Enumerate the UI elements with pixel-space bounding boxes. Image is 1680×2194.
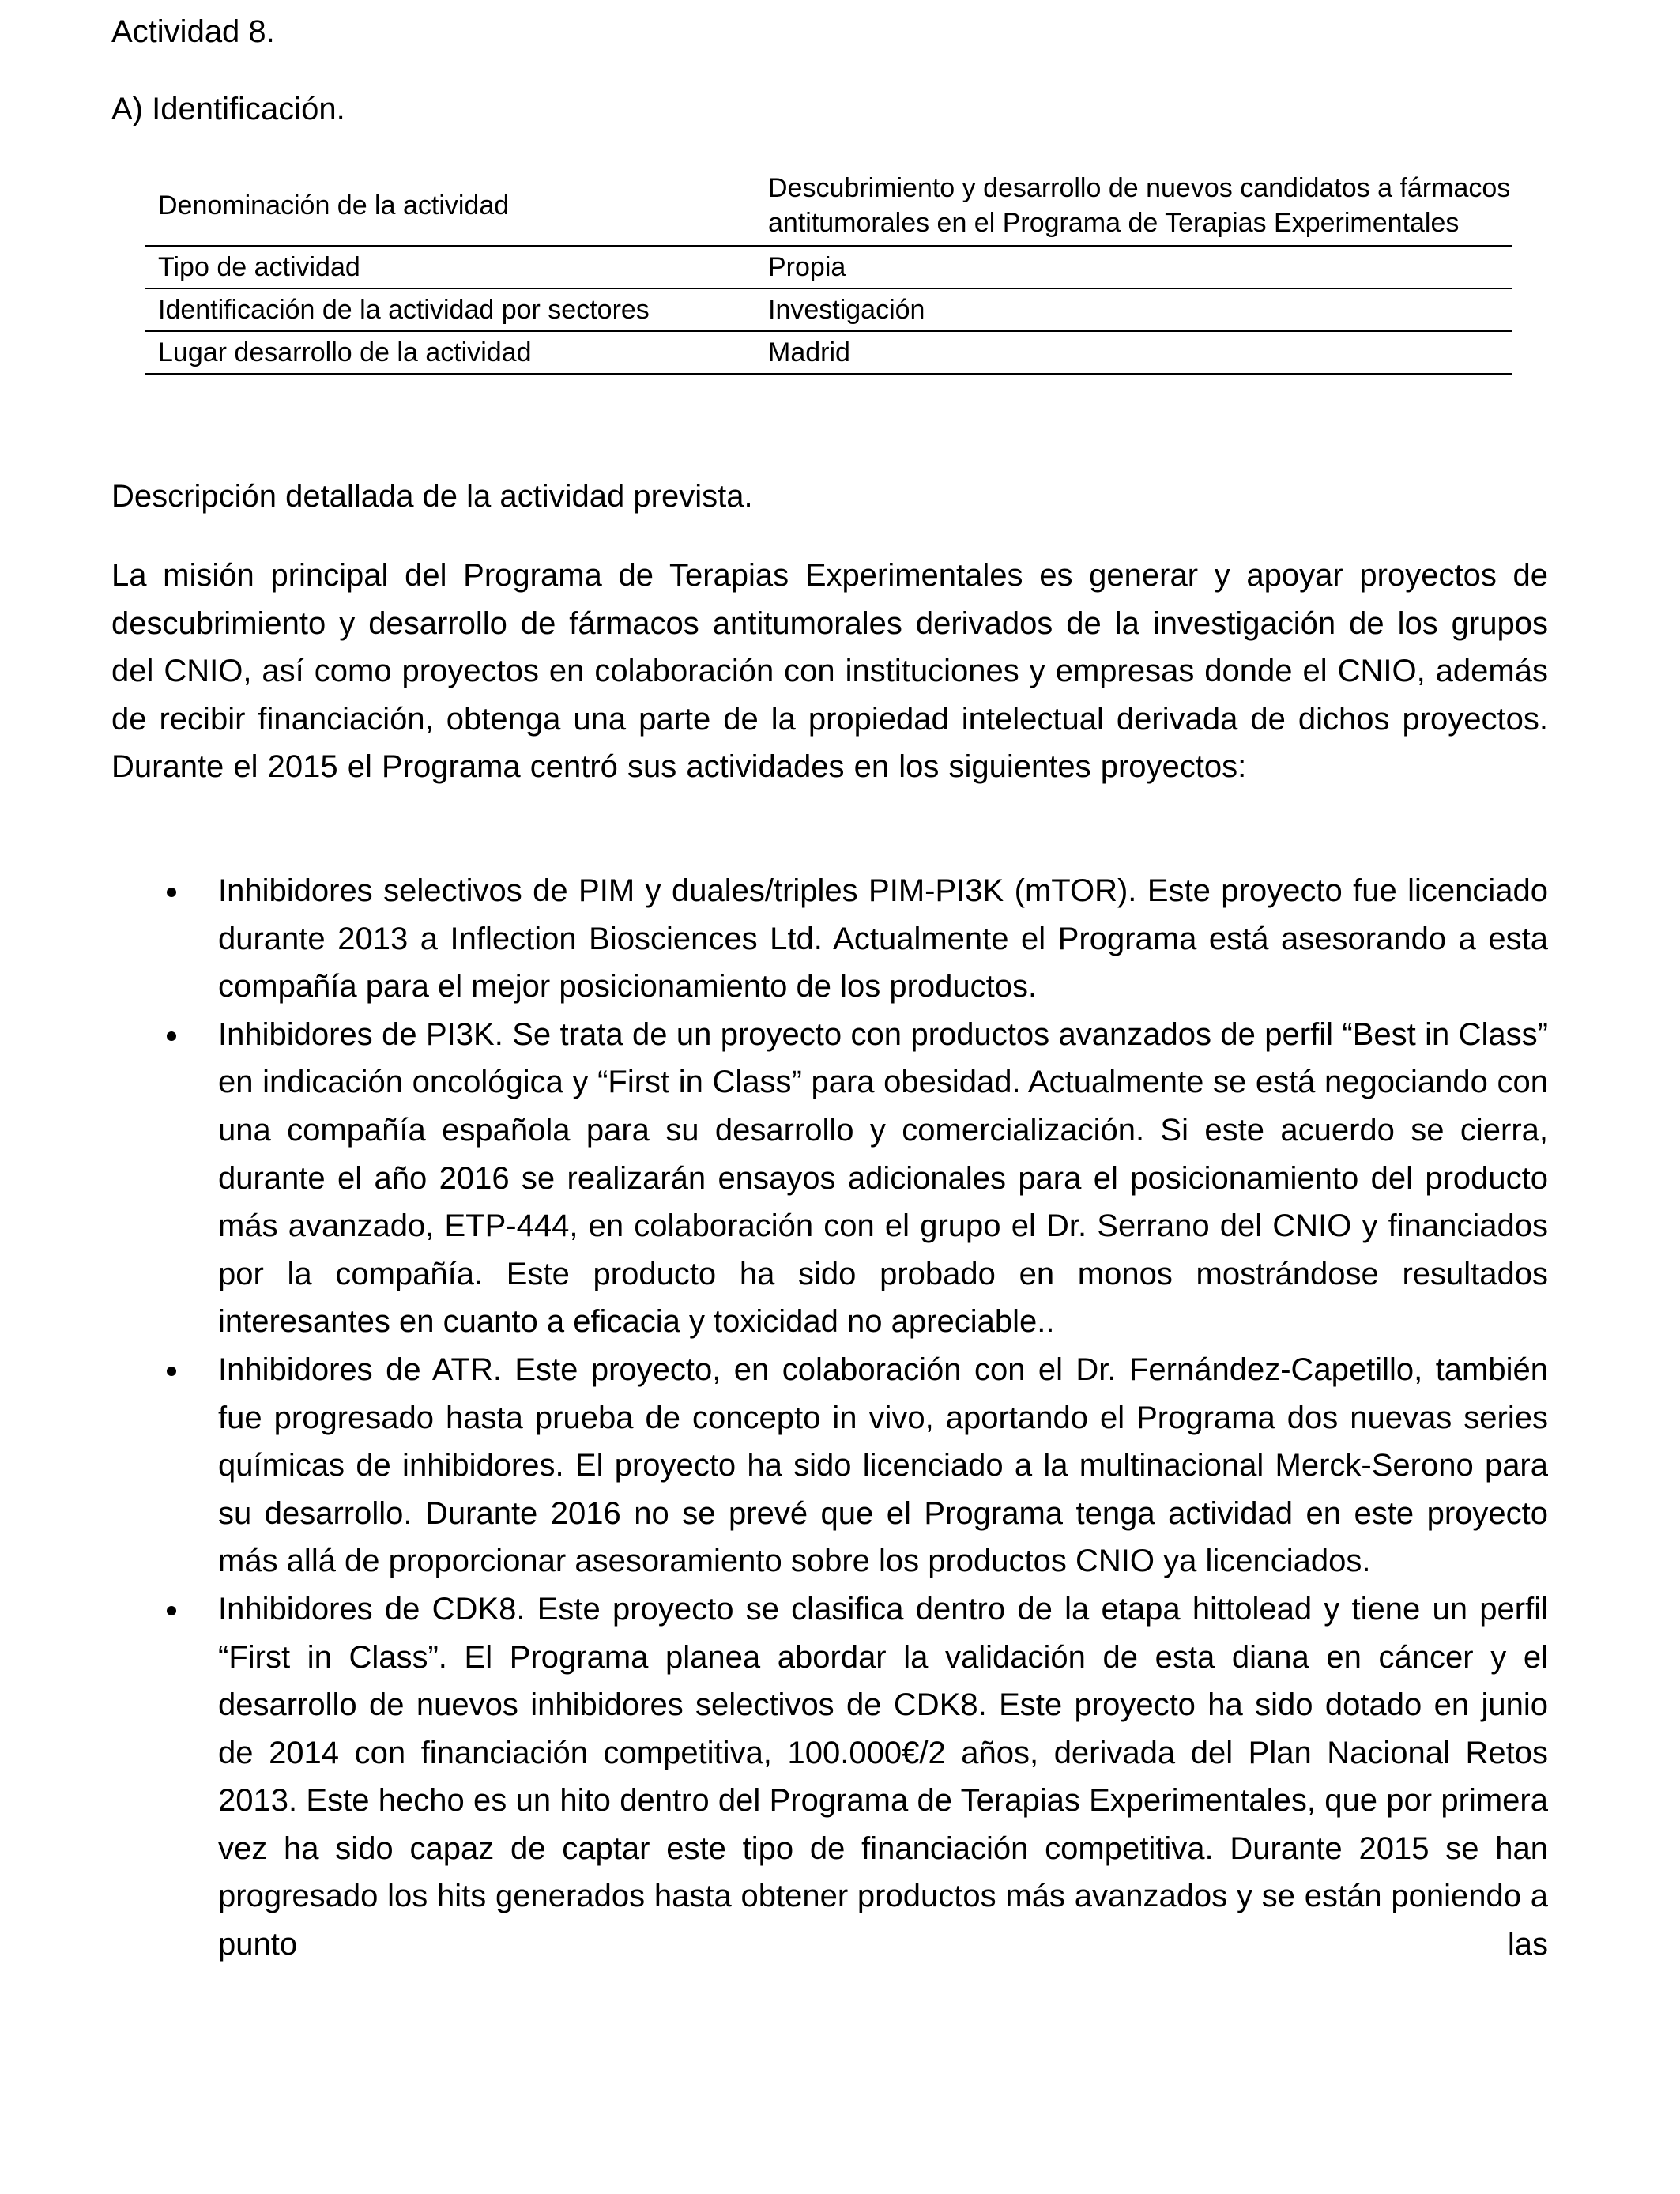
activity-title: Actividad 8. (111, 14, 275, 49)
table-cell-label: Identificación de la actividad por sectores (145, 288, 759, 331)
table-cell-value: Investigación (759, 288, 1512, 331)
bullet-icon (167, 888, 176, 897)
projects-list (111, 867, 1548, 1969)
table-cell-label: Lugar desarrollo de la actividad (145, 331, 759, 374)
list-item-text: Inhibidores selectivos de PIM y duales/triples PIM-PI3K (mTOR). Este proyecto fue licenciado durante 2013 a Inflection Biosciences Ltd. Actualmente el Programa está asesorando a esta compañía para el mejor posicionamiento de los productos. (218, 873, 1548, 1005)
table-cell-value: Propia (759, 246, 1512, 288)
table-cell-value: Madrid (759, 331, 1512, 374)
list-item-text: Inhibidores de ATR. Este proyecto, en colaboración con el Dr. Fernández-Capetillo, también fue progresado hasta prueba de concepto in vivo, aportando el Programa dos nuevas series químicas de inhibidores. El proyecto ha sido licenciado a la multinacional Merck-Serono para su desarrollo. Durante 2016 no se prevé que el Programa tenga actividad en este proyecto más allá de proporcionar asesoramiento sobre los productos CNIO ya licenciados. (218, 1351, 1548, 1579)
list-item (111, 867, 1548, 1011)
list-item (111, 1585, 1548, 1969)
table-row (145, 168, 1512, 246)
list-item (111, 1011, 1548, 1346)
table-cell-label: Denominación de la actividad (158, 190, 510, 221)
bullet-icon (167, 1367, 176, 1376)
description-title: Descripción detallada de la actividad prevista. (111, 479, 753, 514)
table-row (145, 331, 1512, 374)
identification-table (145, 168, 1512, 375)
bullet-icon (167, 1606, 176, 1615)
table-row (145, 246, 1512, 288)
list-item (111, 1346, 1548, 1585)
list-item-text: Inhibidores de PI3K. Se trata de un proyecto con productos avanzados de perfil “Best in Class” en indicación oncológica y “First in Class” para obesidad. Actualmente se está negociando con una compañía española para su desarrollo y comercialización. Si este acuerdo se cierra, durante el año 2016 se realizarán ensayos adicionales para el posicionamiento del producto más avanzado, ETP-444, en colaboración con el grupo el Dr. Serrano del CNIO y financiados por la compañía. Este producto ha sido probado en monos mostrándose resultados interesantes en cuanto a eficacia y toxicidad no apreciable.. (218, 1016, 1548, 1340)
bullet-icon (167, 1031, 176, 1041)
table-row (145, 288, 1512, 331)
section-identification-title: A) Identificación. (111, 92, 345, 126)
table-cell-label: Tipo de actividad (145, 246, 759, 288)
intro-paragraph: La misión principal del Programa de Terapias Experimentales es generar y apoyar proyectos de descubrimiento y desarrollo de fármacos antitumorales derivados de la investigación de los grupos del CNIO, así como proyectos en colaboración con instituciones y empresas donde el CNIO, además de recibir financiación, obtenga una parte de la propiedad intelectual derivada de dichos proyectos. Durante el 2015 el Programa centró sus actividades en los siguientes proyectos: (111, 558, 1548, 784)
table-cell-value: Descubrimiento y desarrollo de nuevos candidatos a fármacos antitumorales en el Programa de Terapias Experimentales (768, 173, 1511, 238)
list-item-text: Inhibidores de CDK8. Este proyecto se clasifica dentro de la etapa hittolead y tiene un perfil “First in Class”. El Programa planea abordar la validación de esta diana en cáncer y el desarrollo de nuevos inhibidores selectivos de CDK8. Este proyecto ha sido dotado en junio de 2014 con financiación competitiva, 100.000€/2 años, derivada del Plan Nacional Retos 2013. Este hecho es un hito dentro del Programa de Terapias Experimentales, que por primera vez ha sido capaz de captar este tipo de financiación competitiva. Durante 2015 se han progresado los hits generados hasta obtener productos más avanzados y se están poniendo a punto las (218, 1591, 1548, 1962)
